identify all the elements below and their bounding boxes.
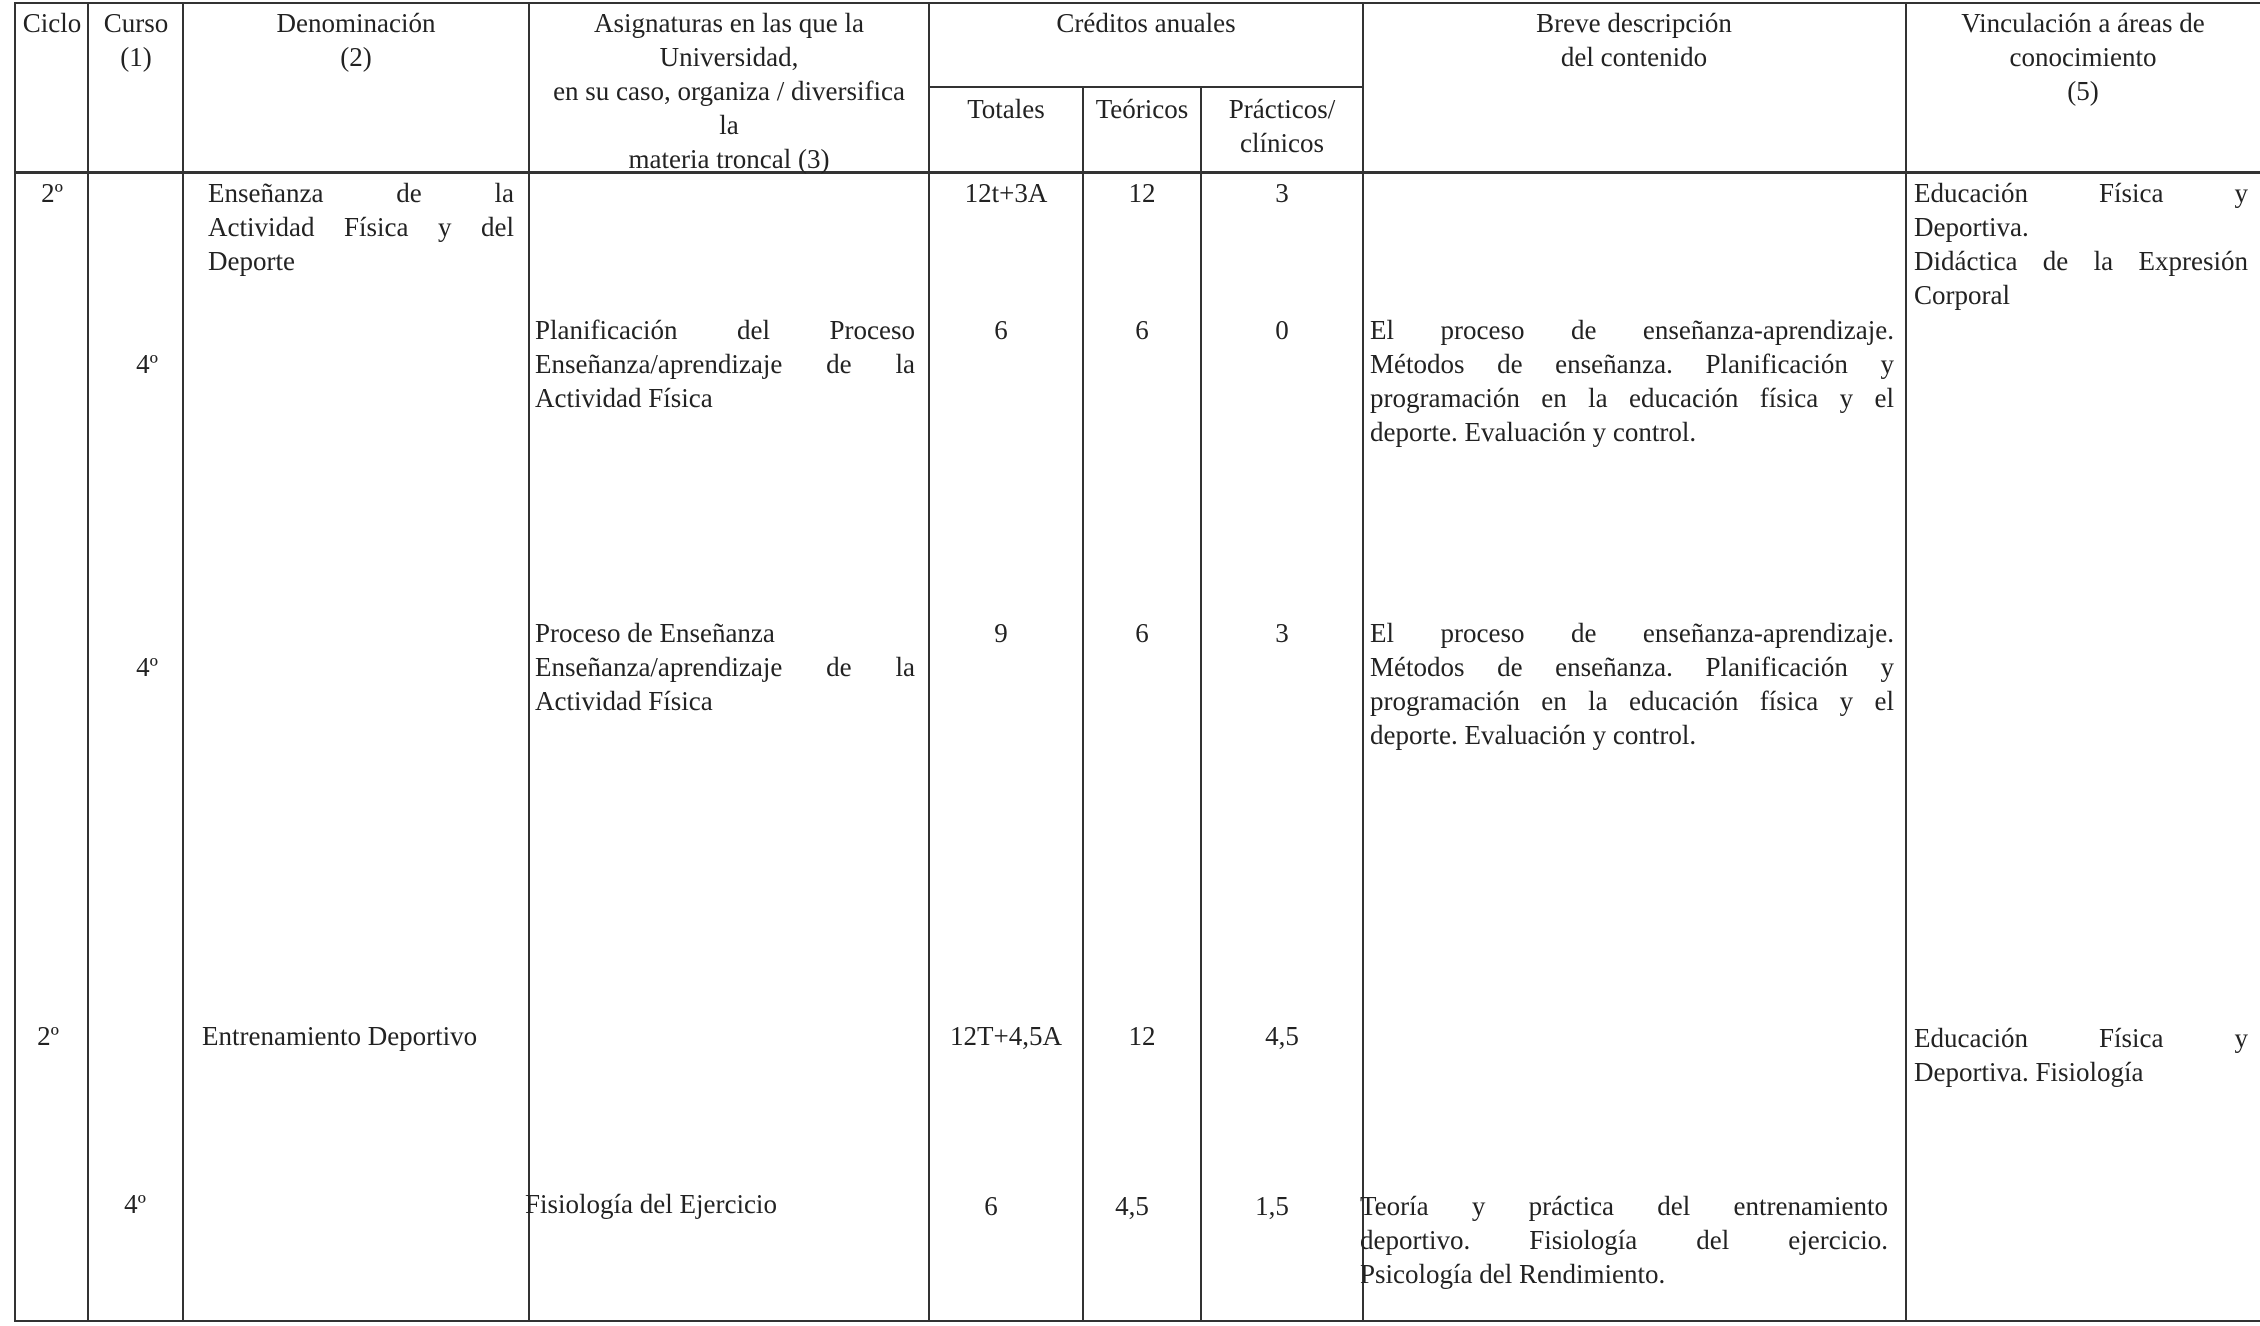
row3-teoricos: 6 — [1135, 618, 1149, 648]
header-denominacion — [185, 6, 527, 74]
row4-vinculacion-line: Educación Física y — [1914, 1023, 2248, 1053]
column-rule — [1905, 2, 1907, 1322]
row2-descripcion-line: Métodos de enseñanza. Planificación y — [1370, 349, 1894, 379]
row4-teoricos: 12 — [1128, 1021, 1156, 1051]
row1-denominacion-line: Deporte — [208, 246, 295, 276]
header-asignaturas — [531, 6, 927, 176]
header-descripcion-line: del contenido — [1560, 42, 1708, 72]
row4-ciclo: 2º — [37, 1021, 59, 1051]
column-rule — [1082, 86, 1084, 1322]
row5-descripcion — [1360, 1189, 1888, 1291]
column-rule — [1200, 86, 1202, 1322]
row1-vinculacion-line: Educación Física y — [1914, 178, 2248, 208]
row2-descripcion-line: deporte. Evaluación y control. — [1370, 417, 1697, 447]
row3-descripcion-line: Métodos de enseñanza. Planificación y — [1370, 652, 1894, 682]
column-rule — [528, 2, 530, 1322]
row3-descripcion-line: deporte. Evaluación y control. — [1370, 720, 1697, 750]
row1-totales: 12t+3A — [964, 178, 1048, 208]
row2-asignatura-line: Actividad Física — [535, 383, 713, 413]
column-rule — [1362, 2, 1364, 1322]
header-teoricos: Teóricos — [1095, 94, 1189, 124]
row2-teoricos: 6 — [1135, 315, 1149, 345]
header-denominacion-note: (2) — [340, 42, 372, 72]
row1-denominacion — [208, 176, 514, 278]
row5-teoricos: 4,5 — [1115, 1191, 1149, 1221]
row4-denominacion: Entrenamiento Deportivo — [202, 1021, 478, 1051]
row2-descripcion-line: El proceso de enseñanza-aprendizaje. — [1370, 315, 1894, 345]
row1-ciclo: 2º — [41, 178, 63, 208]
column-rule — [928, 2, 930, 1322]
row4-vinculacion — [1914, 1021, 2248, 1089]
row5-descripcion-line: Teoría y práctica del entrenamiento — [1360, 1191, 1888, 1221]
creditos-subheader-rule — [928, 86, 1362, 88]
table-border-bottom — [14, 1320, 2260, 1322]
header-curso — [90, 6, 182, 74]
row1-teoricos: 12 — [1128, 178, 1156, 208]
row3-asignatura-line: Enseñanza/aprendizaje de la — [535, 652, 915, 682]
row2-practicos: 0 — [1275, 315, 1289, 345]
row1-practicos: 3 — [1275, 178, 1289, 208]
row2-asignatura-line: Planificación del Proceso — [535, 315, 915, 345]
row2-asignatura-line: Enseñanza/aprendizaje de la — [535, 349, 915, 379]
row4-totales: 12T+4,5A — [950, 1021, 1062, 1051]
header-asignaturas-line: en su caso, organiza / diversifica — [553, 76, 905, 106]
row1-denominacion-line: Enseñanza de la — [208, 178, 514, 208]
row1-denominacion-line: Actividad Física y del — [208, 212, 514, 242]
row3-descripcion-line: programación en la educación física y el — [1370, 686, 1894, 716]
row1-vinculacion — [1914, 176, 2248, 312]
table-border-top — [14, 2, 2260, 4]
row5-curso: 4º — [124, 1189, 146, 1219]
row1-vinculacion-line: Didáctica de la Expresión — [1914, 246, 2248, 276]
header-asignaturas-line: Asignaturas en las que la — [594, 8, 864, 38]
header-descripcion-line: Breve descripción — [1536, 8, 1732, 38]
row2-curso: 4º — [136, 349, 158, 379]
row5-descripcion-line: deportivo. Fisiología del ejercicio. — [1360, 1225, 1888, 1255]
row3-totales: 9 — [994, 618, 1008, 648]
header-vinculacion-line: conocimiento — [2009, 42, 2157, 72]
row3-curso: 4º — [136, 652, 158, 682]
header-ciclo: Ciclo — [22, 8, 82, 38]
header-bottom-rule — [14, 171, 2260, 174]
column-rule — [14, 2, 16, 1322]
row5-practicos: 1,5 — [1255, 1191, 1289, 1221]
header-creditos: Créditos anuales — [1056, 8, 1236, 38]
header-denominacion-label: Denominación — [276, 8, 436, 38]
row4-vinculacion-line: Deportiva. Fisiología — [1914, 1057, 2144, 1087]
header-curso-note: (1) — [120, 42, 152, 72]
header-descripcion — [1365, 6, 1903, 74]
header-curso-label: Curso — [103, 8, 169, 38]
row3-descripcion — [1370, 616, 1894, 752]
header-practicos — [1203, 92, 1361, 160]
row2-descripcion — [1370, 313, 1894, 449]
row3-descripcion-line: El proceso de enseñanza-aprendizaje. — [1370, 618, 1894, 648]
row3-asignatura-line: Actividad Física — [535, 686, 713, 716]
header-asignaturas-line: Universidad, — [659, 42, 799, 72]
header-asignaturas-line: la — [719, 110, 739, 140]
row2-descripcion-line: programación en la educación física y el — [1370, 383, 1894, 413]
row5-totales: 6 — [984, 1191, 998, 1221]
header-totales: Totales — [967, 94, 1045, 124]
header-practicos-line: clínicos — [1240, 128, 1324, 158]
header-vinculacion-line: (5) — [2067, 76, 2099, 106]
row2-asignatura — [535, 313, 915, 415]
header-asignaturas-line: materia troncal (3) — [628, 144, 830, 174]
column-rule — [87, 2, 89, 1322]
column-rule — [182, 2, 184, 1322]
header-practicos-line: Prácticos/ — [1228, 94, 1336, 124]
row5-descripcion-line: Psicología del Rendimiento. — [1360, 1259, 1666, 1289]
row3-asignatura-line: Proceso de Enseñanza — [535, 618, 775, 648]
header-vinculacion-line: Vinculación a áreas de — [1961, 8, 2205, 38]
row2-totales: 6 — [994, 315, 1008, 345]
row4-practicos: 4,5 — [1265, 1021, 1299, 1051]
row1-vinculacion-line: Corporal — [1914, 280, 2010, 310]
row1-vinculacion-line: Deportiva. — [1914, 212, 2029, 242]
row3-practicos: 3 — [1275, 618, 1289, 648]
row3-asignatura — [535, 616, 915, 718]
row5-asignatura: Fisiología del Ejercicio — [525, 1189, 777, 1219]
header-vinculacion — [1908, 6, 2258, 108]
